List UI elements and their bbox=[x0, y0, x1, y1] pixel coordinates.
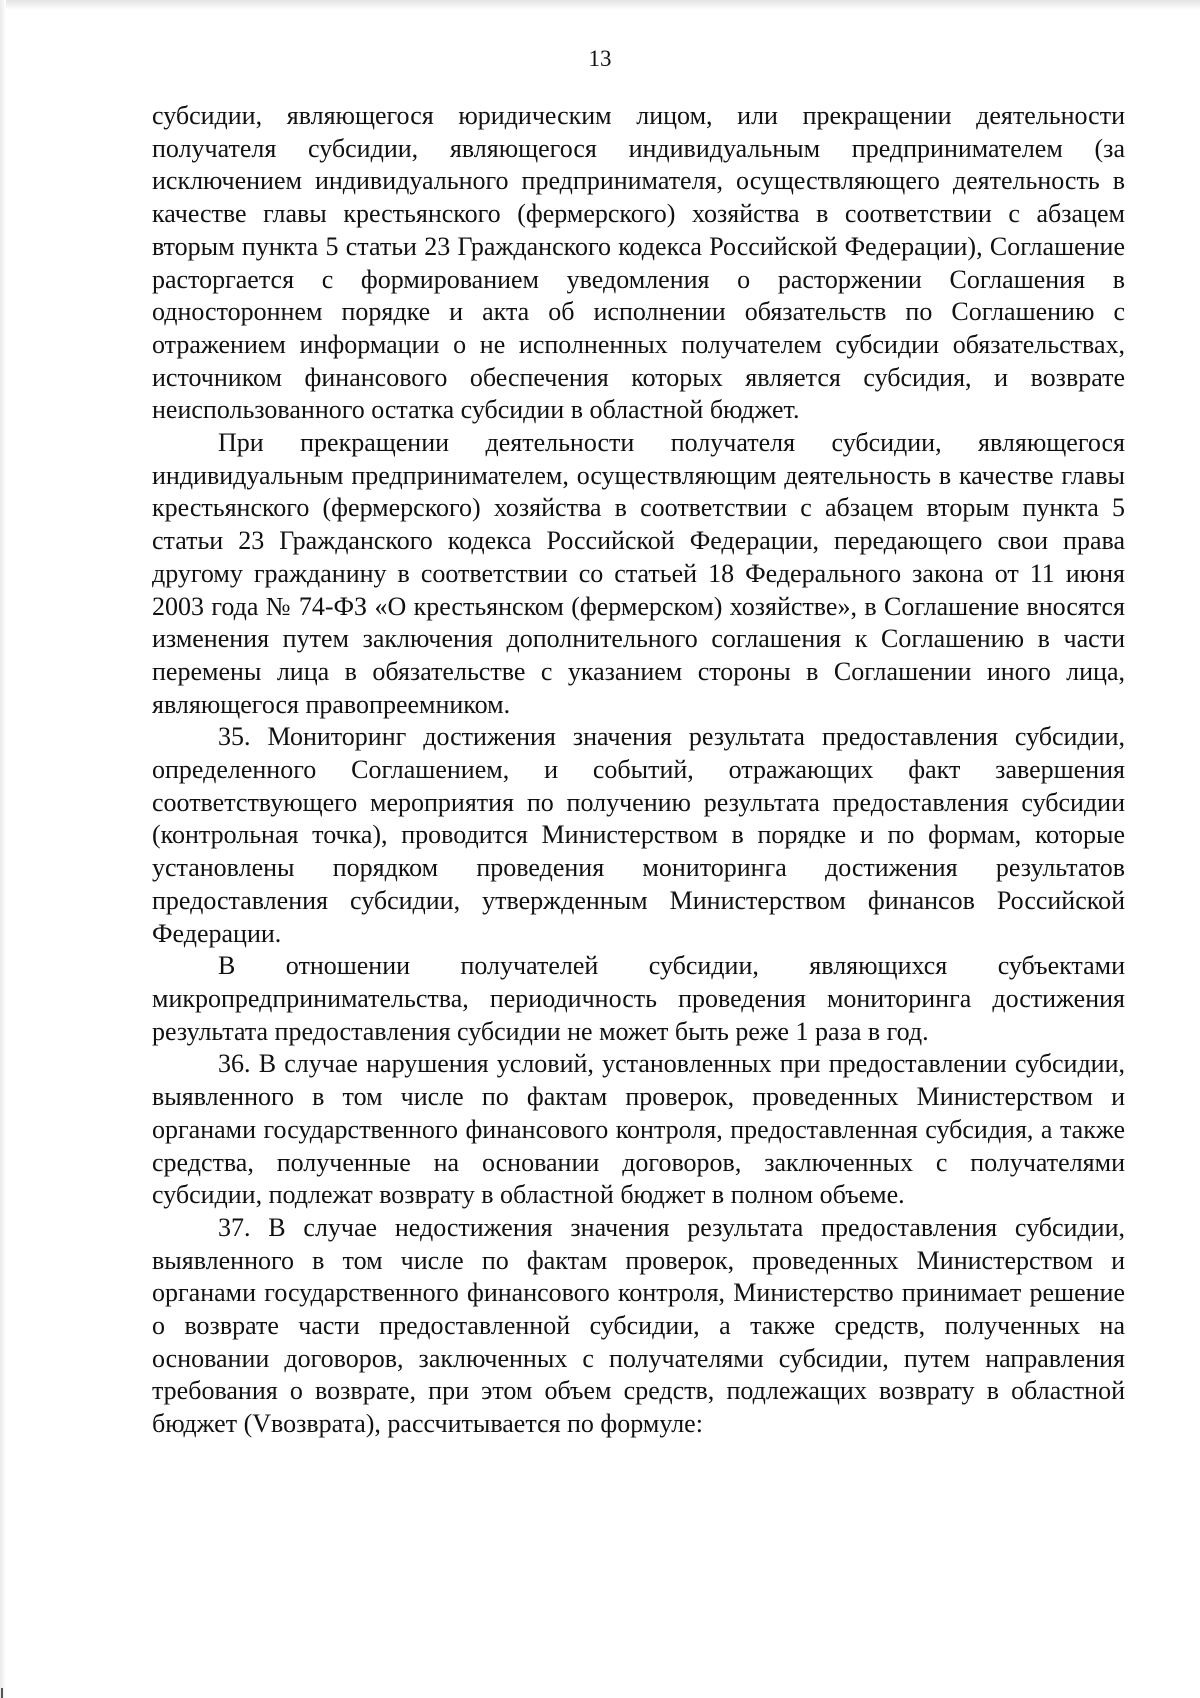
scan-margin-mark bbox=[1, 1688, 3, 1698]
paragraph-continuation: субсидии, являющегося юридическим лицом, или прекращении деятельности получателя субсидии, являющегося индивидуальным предпринимателем (за исключением индивидуального предпринимателя, осуществляющего деятельность в качестве главы крестьянского (фермерского) хозяйства в соответствии с абзацем вторым пункта 5 статьи 23 Гражданского кодекса Российской Федерации), Соглашение расторгается с формированием уведомления о расторжении Соглашения в одностороннем порядке и акта об исполнении обязательств по Соглашению с отражением информации о не исполненных получателем субсидии обязательствах, источником финансового обеспечения которых является субсидия, и возврате неиспользованного остатка субсидии в областной бюджет. bbox=[152, 101, 1125, 425]
scan-shadow-left bbox=[0, 0, 6, 1698]
scan-shadow-top bbox=[0, 0, 1200, 10]
document-body bbox=[152, 100, 1125, 1441]
paragraph-36-violation-refund: 36. В случае нарушения условий, установленных при предоставлении субсидии, выявленного в том числе по фактам проверок, проведенных Министерством и органами государственного финансового контроля, предоставленная субсидия, а также средства, полученные на основании договоров, заключенных с получателями субсидии, подлежат возврату в областной бюджет в полном объеме. bbox=[152, 1049, 1125, 1210]
paragraph-37-partial-refund: 37. В случае недостижения значения результата предоставления субсидии, выявленного в том числе по фактам проверок, проведенных Министерством и органами государственного финансового контроля, Министерство принимает решение о возврате части предоставленной субсидии, а также средств, полученных на основании договоров, заключенных с получателями субсидии, путем направления требования о возврате, при этом объем средств, подлежащих возврату в областной бюджет (Vвозврата), рассчитывается по формуле: bbox=[152, 1212, 1125, 1439]
paragraph-35-micro-enterprise: В отношении получателей субсидии, являющихся субъектами микропредпринимательства, периодичность проведения мониторинга достижения результата предоставления субсидии не может быть реже 1 раза в год. bbox=[152, 951, 1125, 1046]
page-number: 13 bbox=[588, 46, 612, 71]
paragraph-farm-head-succession: При прекращении деятельности получателя субсидии, являющегося индивидуальным предпринимателем, осуществляющим деятельность в качестве главы крестьянского (фермерского) хозяйства в соответствии с абзацем вторым пункта 5 статьи 23 Гражданского кодекса Российской Федерации, передающего свои права другому гражданину в соответствии со статьей 18 Федерального закона от 11 июня 2003 года № 74-ФЗ «О крестьянском (фермерском) хозяйстве», в Соглашение вносятся изменения путем заключения дополнительного соглашения к Соглашению в части перемены лица в обязательстве с указанием стороны в Соглашении иного лица, являющегося правопреемником. bbox=[152, 428, 1125, 719]
paragraph-35-monitoring: 35. Мониторинг достижения значения результата предоставления субсидии, определенного Соглашением, и событий, отражающих факт завершения соответствующего мероприятия по получению результата предоставления субсидии (контрольная точка), проводится Министерством в порядке и по формам, которые установлены порядком проведения мониторинга достижения результатов предоставления субсидии, утвержденным Министерством финансов Российской Федерации. bbox=[152, 722, 1125, 948]
